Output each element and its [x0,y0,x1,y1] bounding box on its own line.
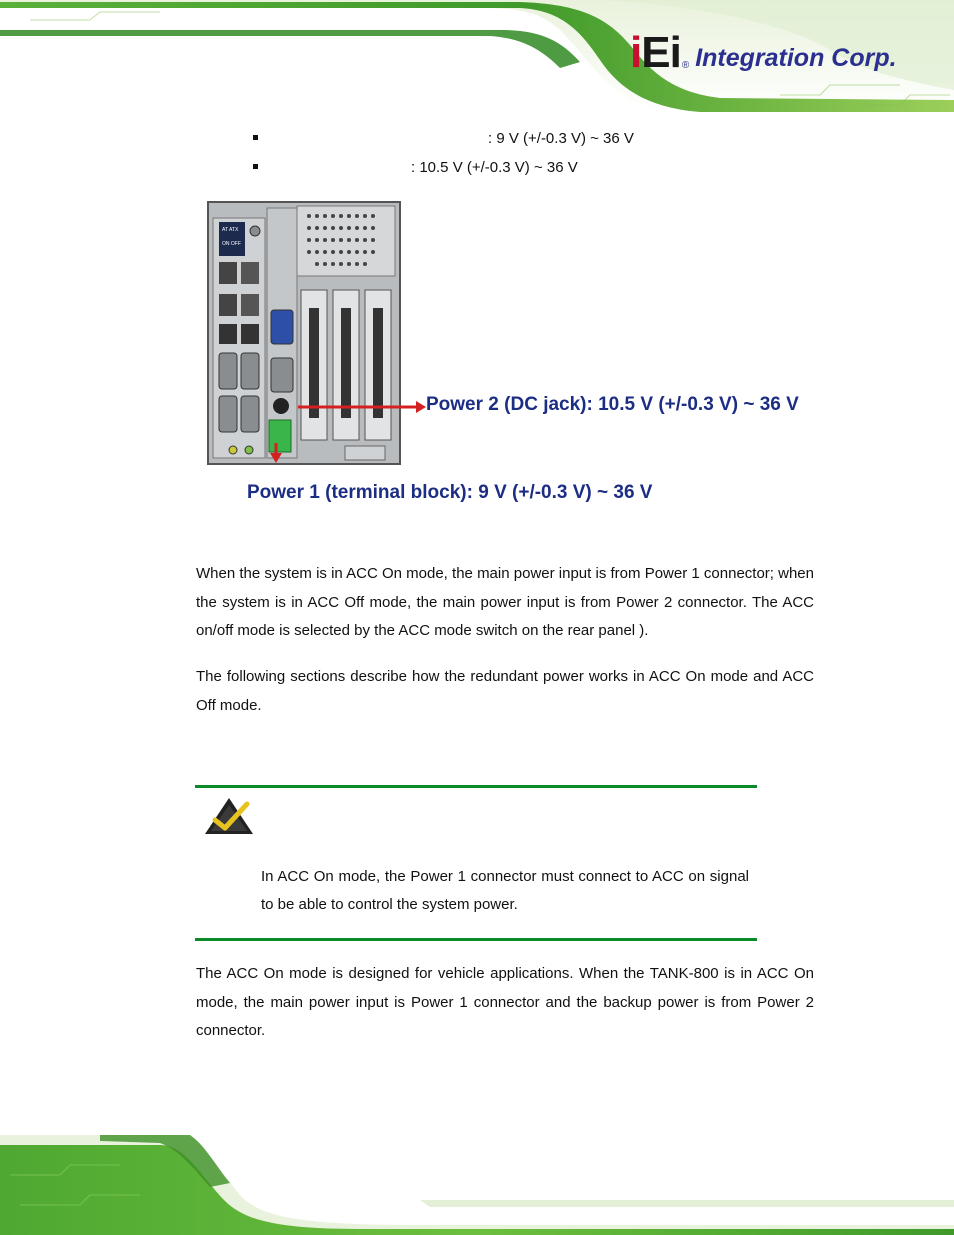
spec-bullet-1-text: : 9 V (+/-0.3 V) ~ 36 V [488,130,634,147]
spec-bullet-2-text: : 10.5 V (+/-0.3 V) ~ 36 V [411,159,578,176]
bullet-square-icon [253,164,258,169]
acc-on-mode-paragraph: The ACC On mode is designed for vehicle applications. When the TANK-800 is in ACC On mode, the main power input is Power 1 connector and the backup power is from Power 2 connector. [196,965,814,1039]
bullet-square-icon [253,135,258,140]
footer-banner [0,1135,954,1235]
registered-mark: ® [681,60,690,71]
logo-mark-right: Ei [641,28,681,77]
acc-mode-paragraph: When the system is in ACC On mode, the main power input is from Power 1 connector; when the system is in ACC Off mode, the main power input is from Power 2 connector. The ACC on/off mode is selected by the ACC mode switch on the rear panel ). [196,565,814,639]
power2-callout: Power 2 (DC jack): 10.5 V (+/-0.3 V) ~ 36 V [426,394,799,415]
company-logo [630,27,897,77]
iei-logo-mark [630,28,681,77]
spec-bullet-1 [253,130,673,150]
at-atx-label: AT ATX [222,227,239,233]
note-top-rule [195,785,757,788]
note-check-icon [203,796,255,836]
note-text: In ACC On mode, the Power 1 connector must connect to ACC on signal to be able to control the system power. [261,868,749,913]
sections-intro-paragraph: The following sections describe how the redundant power works in ACC On mode and ACC Off mode. [196,668,814,714]
logo-mark-left: i [630,28,642,77]
spec-bullet-2 [253,159,673,179]
logo-wordmark: Integration Corp. [695,44,897,72]
power-arrows [268,395,428,465]
power1-callout: Power 1 (terminal block): 9 V (+/-0.3 V) ~ 36 V [247,482,653,503]
note-bottom-rule [195,938,757,941]
acc-switch-label: ON OFF [222,241,241,247]
